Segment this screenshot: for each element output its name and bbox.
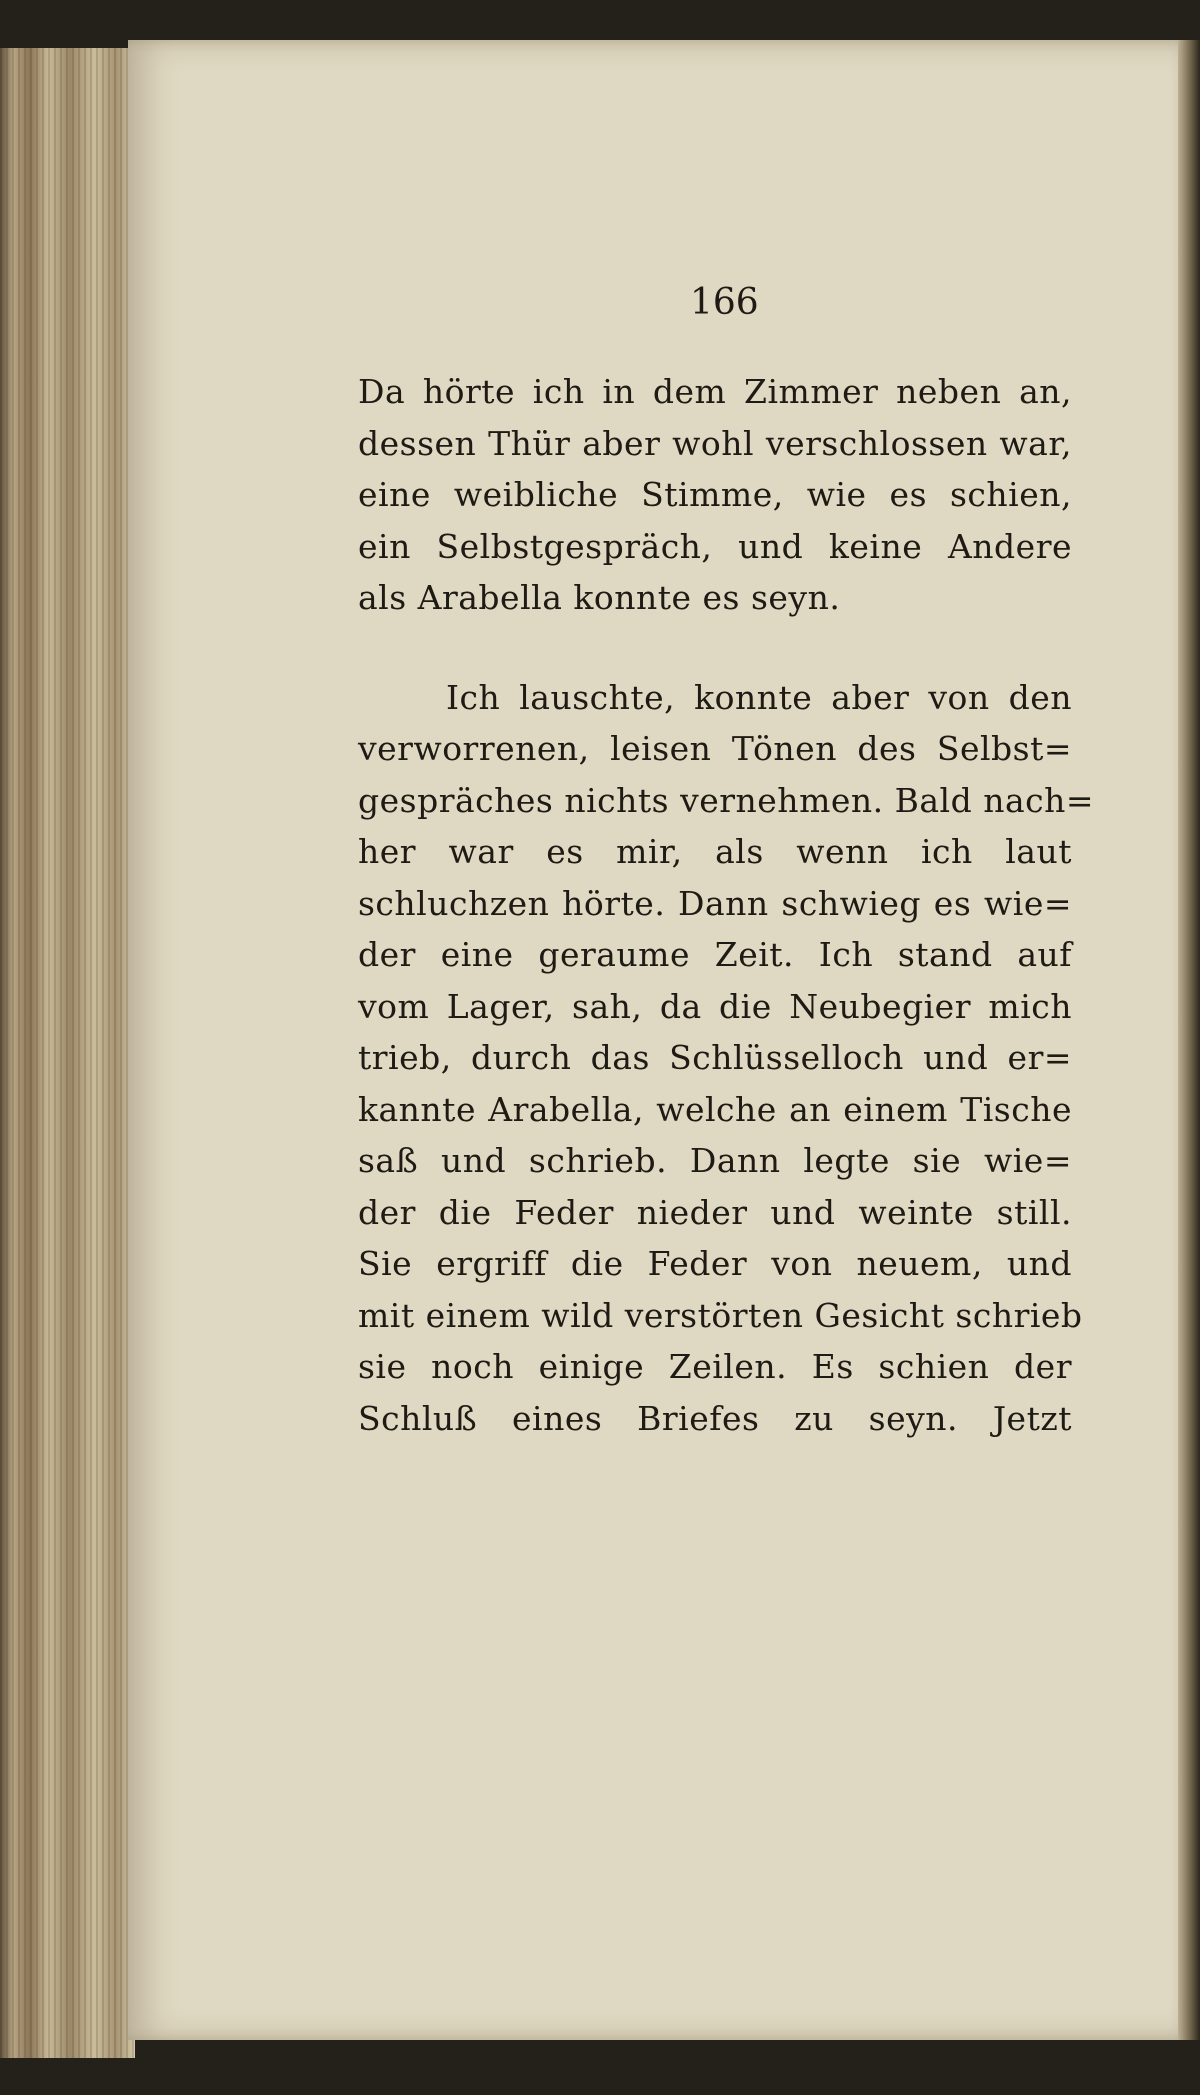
text-line: der eine geraume Zeit. Ich stand auf [358,935,1072,974]
paragraph-2 [358,672,1095,1445]
text-line: schluchzen hörte. Dann schwieg es wie= [358,883,1072,923]
text-line: Da hörte ich in dem Zimmer neben an, [358,372,1072,411]
text-line: Sie ergriff die Feder von neuem, und [358,1244,1072,1283]
text-line: vom Lager, sah, da die Neubegier mich [358,986,1072,1026]
text-line: mit einem wild verstörten Gesicht schrieb [358,1295,1083,1335]
text-line: ein Selbstgespräch, und keine Andere [358,526,1072,566]
text-line: Ich lauschte, konnte aber von den [446,677,1072,717]
paragraph-gap [358,624,1072,672]
text-line: gespräches nichts vernehmen. Bald nach= [358,780,1095,820]
paragraph-1 [358,366,1072,624]
text-line: der die Feder nieder und weinte still. [358,1192,1072,1232]
text-line: als Arabella konnte es seyn. [358,578,841,617]
page-right-edge [1178,40,1200,2040]
text-line: verworrenen, leisen Tönen des Selbst= [358,729,1072,768]
text-line: Schluß eines Briefes zu seyn. Jetzt [358,1398,1072,1438]
page-number: 166 [690,282,759,323]
text-line: trieb, durch das Schlüsselloch und er= [358,1038,1072,1077]
text-line: eine weibliche Stimme, wie es schien, [358,475,1072,514]
body-text [358,366,1095,1444]
text-line: sie noch einige Zeilen. Es schien der [358,1347,1072,1386]
text-line: kannte Arabella, welche an einem Tische [358,1089,1072,1129]
text-line: dessen Thür aber wohl verschlossen war, [358,423,1072,463]
text-line: saß und schrieb. Dann legte sie wie= [358,1141,1072,1180]
text-line: her war es mir, als wenn ich laut [358,832,1072,871]
page-edges [0,48,135,2058]
